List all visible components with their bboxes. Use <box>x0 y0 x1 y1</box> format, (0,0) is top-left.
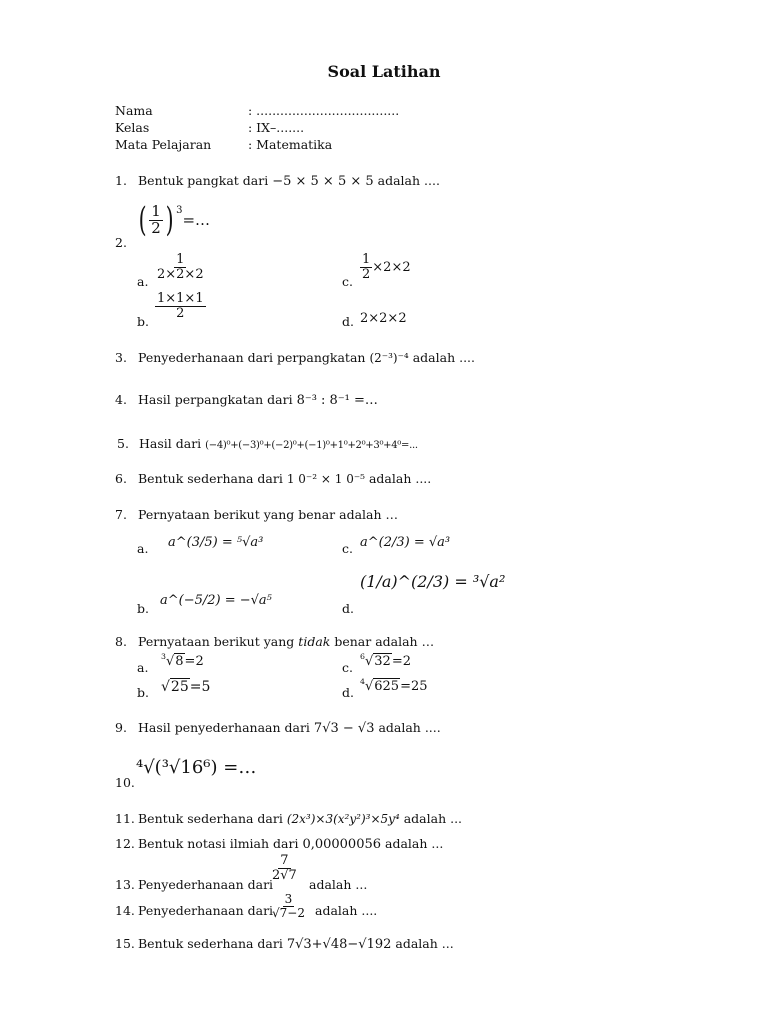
q2-numerator: 1 <box>151 201 161 220</box>
q11-expr: (2x³)×3(x²y²)³×5y⁴ <box>286 812 400 826</box>
q2-opt-c-rest: ×2×2 <box>372 259 411 275</box>
q2-number: 2. <box>115 235 127 250</box>
q2-opt-b-fraction <box>155 292 206 320</box>
q3-expr: (2⁻³)⁻⁴ <box>369 351 409 365</box>
q5-text: Hasil dari <box>139 436 202 451</box>
q10-number: 10. <box>115 775 135 790</box>
q7-opt-c-label: c. <box>342 541 353 556</box>
question-5 <box>117 436 418 451</box>
q11-text: Bentuk sederhana dari <box>138 811 283 826</box>
q15-text: Bentuk sederhana dari <box>138 936 283 951</box>
q9-text: Hasil penyederhanaan dari <box>138 720 310 735</box>
q8-number: 8. <box>115 634 127 649</box>
q2-opt-c-num: 1 <box>362 252 371 267</box>
q8-opt-d <box>360 679 428 694</box>
q8-opt-c-eq: =2 <box>391 654 411 669</box>
right-paren: ) <box>165 200 174 240</box>
q13-tail: adalah ... <box>309 877 368 892</box>
q1-tail: adalah .... <box>377 173 440 188</box>
q2-opt-a <box>155 253 206 281</box>
q13-numerator: 7 <box>280 853 289 868</box>
q2-eq: =… <box>182 211 211 229</box>
q15-tail: adalah ... <box>395 936 454 951</box>
q6-number: 6. <box>115 471 127 486</box>
q14-text: Penyederhanaan dari <box>138 903 274 918</box>
q8-opt-d-radicand: 625 <box>374 679 400 694</box>
q14-numerator: 3 <box>284 892 293 906</box>
q3-tail: adalah .... <box>412 350 475 365</box>
radical-icon: √ <box>364 679 374 694</box>
q2-opt-d-label: d. <box>342 314 354 329</box>
q13-denominator: 2√7 <box>272 867 297 883</box>
radical-icon: √ <box>161 679 170 695</box>
q12-expr: 0,00000056 <box>302 837 382 852</box>
q2-denominator: 2 <box>151 218 161 237</box>
question-3 <box>115 350 475 365</box>
q14-frac <box>270 893 307 919</box>
q11-tail: adalah ... <box>403 811 463 826</box>
q14-tail: adalah .... <box>315 903 378 918</box>
q5-expr: (−4)⁰+(−3)⁰+(−2)⁰+(−1)⁰+1⁰+2⁰+3⁰+4⁰=... <box>205 440 418 451</box>
q9-expr: 7√3 − √3 <box>313 721 375 736</box>
q13-text: Penyederhanaan dari <box>138 877 274 892</box>
q7-opt-c: a^(2/3) = √a³ <box>360 535 451 550</box>
radical-icon: √ <box>165 654 175 669</box>
q3-number: 3. <box>115 350 127 365</box>
q2-opt-a-den: 2×2×2 <box>157 266 204 282</box>
header-value-nama: : .................................... <box>248 103 400 118</box>
header-value-mapel: : Matematika <box>248 137 333 152</box>
q12-tail: adalah ... <box>385 836 444 851</box>
q8-opt-a-radicand: 8 <box>175 654 184 669</box>
q7-opt-d-label: d. <box>342 601 354 616</box>
question-7 <box>115 507 398 522</box>
q2-power: 3 <box>176 205 183 216</box>
q2-opt-b <box>155 292 206 320</box>
q7-opt-a-label: a. <box>137 541 149 556</box>
q3-text: Penyederhanaan dari perpangkatan <box>138 350 366 365</box>
question-6 <box>115 471 431 486</box>
question-9 <box>115 720 441 736</box>
q8-opt-a <box>161 654 204 669</box>
header-label-kelas: Kelas <box>115 120 150 135</box>
q8-opt-d-label: d. <box>342 685 354 700</box>
radical-icon: √ <box>364 654 374 669</box>
q2-opt-d: 2×2×2 <box>360 311 407 326</box>
q8-opt-c <box>360 654 411 669</box>
q13-fraction <box>270 854 299 882</box>
question-4 <box>115 392 378 408</box>
q2-opt-c-den: 2 <box>362 266 371 282</box>
q5-number: 5. <box>117 436 129 451</box>
q2-opt-a-fraction <box>155 253 206 281</box>
q15-expr: 7√3+√48−√192 <box>286 937 392 952</box>
q8-text-before: Pernyataan berikut yang <box>138 634 295 649</box>
q2-opt-a-label: a. <box>137 274 149 289</box>
q11-number: 11. <box>115 811 135 826</box>
question-13-label <box>115 877 273 892</box>
q1-text: Bentuk pangkat dari <box>138 173 269 188</box>
q8-opt-b-label: b. <box>137 685 149 700</box>
q2-opt-c-fraction <box>360 253 372 281</box>
q8-opt-c-label: c. <box>342 660 353 675</box>
q8-text-emphasis: tidak <box>298 634 331 649</box>
q14-fraction <box>270 893 307 919</box>
q8-text-after: benar adalah … <box>334 634 435 649</box>
q8-opt-d-index: 4 <box>360 677 365 687</box>
q8-opt-b-radicand: 25 <box>170 679 189 695</box>
question-14-label <box>115 903 273 918</box>
q6-tail: adalah .... <box>368 471 432 486</box>
q7-number: 7. <box>115 507 127 522</box>
q6-expr: 1 0⁻² × 1 0⁻⁵ <box>286 472 365 486</box>
q13-frac <box>270 854 299 882</box>
q13-number: 13. <box>115 877 135 892</box>
q9-number: 9. <box>115 720 127 735</box>
q8-opt-c-index: 6 <box>360 652 365 662</box>
q2-opt-c <box>360 253 411 281</box>
q7-opt-d: (1/a)^(2/3) = ³√a² <box>360 572 506 591</box>
q8-opt-b-eq: =5 <box>189 679 211 695</box>
q4-text: Hasil perpangkatan dari <box>138 392 293 407</box>
question-12 <box>115 836 443 852</box>
q9-tail: adalah .... <box>378 720 441 735</box>
question-8 <box>115 634 434 649</box>
q4-number: 4. <box>115 392 127 407</box>
q4-expr: 8⁻³ : 8⁻¹ =… <box>296 393 378 408</box>
q2-opt-c-label: c. <box>342 274 353 289</box>
header-label-mapel: Mata Pelajaran <box>115 137 212 152</box>
q14-number: 14. <box>115 903 135 918</box>
q12-text: Bentuk notasi ilmiah dari <box>138 836 299 851</box>
page-title: Soal Latihan <box>327 62 441 81</box>
q2-opt-b-num: 1×1×1 <box>157 291 204 306</box>
q7-opt-b-label: b. <box>137 601 149 616</box>
q2-expr <box>136 200 211 240</box>
q1-expr: −5 × 5 × 5 × 5 <box>272 174 374 189</box>
left-paren: ( <box>138 200 147 240</box>
question-1 <box>115 173 440 189</box>
header-label-nama: Nama <box>115 103 153 118</box>
q2-opt-b-label: b. <box>137 314 149 329</box>
question-15 <box>115 936 454 952</box>
q1-number: 1. <box>115 173 127 188</box>
q8-opt-a-index: 3 <box>161 652 166 662</box>
q12-number: 12. <box>115 836 135 851</box>
q7-opt-a: a^(3/5) = ⁵√a³ <box>168 535 264 550</box>
q7-opt-b: a^(−5/2) = −√a⁵ <box>160 593 272 608</box>
q2-opt-a-num: 1 <box>176 252 185 267</box>
q14-denominator: √7−2 <box>272 905 305 920</box>
q6-text: Bentuk sederhana dari <box>138 471 283 486</box>
header-value-kelas: : IX–....... <box>248 120 305 135</box>
q8-opt-d-eq: =25 <box>400 679 428 694</box>
q8-opt-b <box>161 679 210 695</box>
q7-text: Pernyataan berikut yang benar adalah … <box>138 507 399 522</box>
q8-opt-c-radicand: 32 <box>374 654 391 669</box>
question-11 <box>115 811 462 826</box>
q10-expr: ⁴√(³√16⁶) =… <box>136 757 257 778</box>
q15-number: 15. <box>115 936 135 951</box>
q8-opt-a-eq: =2 <box>184 654 204 669</box>
q2-opt-b-den: 2 <box>176 305 185 321</box>
q2-fraction <box>149 201 163 237</box>
q8-opt-a-label: a. <box>137 660 149 675</box>
